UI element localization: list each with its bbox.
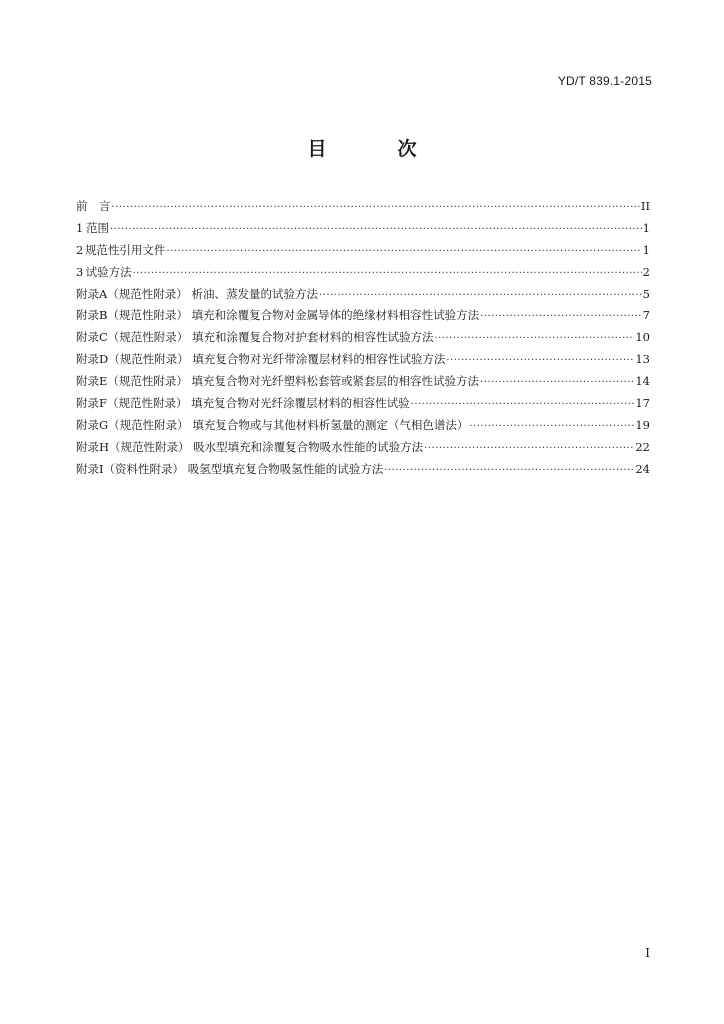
toc-dot-leader xyxy=(411,399,635,410)
toc-entry-page: 19 xyxy=(635,417,650,432)
toc-entry-label: 试验方法 xyxy=(85,264,132,279)
toc-entry-label: 附录D（规范性附录） 填充复合物对光纤带涂覆层材料的相容性试验方法 xyxy=(76,352,446,367)
toc-entry-label: 附录I（资料性附录） 吸氢型填充复合物吸氢性能的试验方法 xyxy=(76,461,384,476)
toc-entry-page: 2 xyxy=(642,264,650,279)
toc-entry-number: 3 xyxy=(76,264,84,279)
toc-entry[interactable] xyxy=(76,307,650,329)
toc-entry-label: 附录E（规范性附录） 填充复合物对光纤塑料松套管或紧套层的相容性试验方法 xyxy=(76,374,480,389)
toc-dot-leader xyxy=(319,290,642,301)
toc-dot-leader xyxy=(480,377,634,388)
page-title: 目 次 xyxy=(307,138,443,160)
toc-entry[interactable] xyxy=(76,198,650,220)
toc-dot-leader xyxy=(110,224,642,235)
toc-entry-label: 前 言 xyxy=(76,199,111,213)
toc-entry[interactable] xyxy=(76,351,650,373)
toc-entry-label: 附录A（规范性附录） 析油、蒸发量的试验方法 xyxy=(76,286,318,301)
toc-entry[interactable] xyxy=(76,417,650,439)
toc-entry-page: 17 xyxy=(635,396,650,411)
toc-entry-label: 附录B（规范性附录） 填充和涂覆复合物对金属导体的绝缘材料相容性试验方法 xyxy=(76,308,480,323)
toc-entry-page: 5 xyxy=(642,286,650,301)
table-of-contents xyxy=(76,198,650,483)
toc-dot-leader xyxy=(384,465,634,476)
toc-entry-label: 附录H（规范性附录） 吸水型填充和涂覆复合物吸水性能的试验方法 xyxy=(76,439,424,454)
toc-entry[interactable] xyxy=(76,461,650,483)
toc-entry-page: 7 xyxy=(642,308,650,323)
toc-dot-leader xyxy=(166,246,641,257)
toc-dot-leader xyxy=(469,421,634,432)
toc-entry-label: 附录C（规范性附录） 填充和涂覆复合物对护套材料的相容性试验方法 xyxy=(76,330,434,345)
page-number: I xyxy=(645,946,650,960)
toc-entry[interactable] xyxy=(76,242,650,264)
toc-entry-number: 2 xyxy=(76,242,84,257)
toc-entry[interactable] xyxy=(76,286,650,308)
toc-entry[interactable] xyxy=(76,439,650,461)
toc-entry-label: 规范性引用文件 xyxy=(84,242,166,257)
toc-entry-page: 24 xyxy=(635,461,650,476)
toc-entry[interactable] xyxy=(76,373,650,395)
document-code: YD/T 839.1-2015 xyxy=(557,74,652,88)
toc-entry-label: 附录G（规范性附录） 填充复合物或与其他材料析氢量的测定（气相色谱法） xyxy=(76,417,469,432)
toc-dot-leader xyxy=(446,355,634,366)
toc-entry-page: 22 xyxy=(635,439,650,454)
toc-entry-page: 10 xyxy=(635,330,650,345)
toc-dot-leader xyxy=(480,311,642,322)
toc-entry-page: II xyxy=(640,199,650,213)
toc-entry-label: 附录F（规范性附录） 填充复合物对光纤涂覆层材料的相容性试验 xyxy=(76,396,410,411)
toc-dot-leader xyxy=(424,443,634,454)
toc-entry-number: 1 xyxy=(76,220,84,235)
toc-entry[interactable] xyxy=(76,329,650,351)
toc-entry-page: 1 xyxy=(642,242,650,257)
toc-entry-page: 1 xyxy=(642,220,650,235)
toc-entry-label: 范围 xyxy=(86,220,109,235)
toc-entry[interactable] xyxy=(76,220,650,242)
toc-entry-page: 14 xyxy=(635,374,650,389)
toc-dot-leader xyxy=(434,333,634,344)
toc-entry[interactable] xyxy=(76,264,650,286)
toc-entry[interactable] xyxy=(76,395,650,417)
toc-entry-page: 13 xyxy=(635,352,650,367)
toc-dot-leader xyxy=(112,202,640,213)
toc-dot-leader xyxy=(133,268,642,279)
